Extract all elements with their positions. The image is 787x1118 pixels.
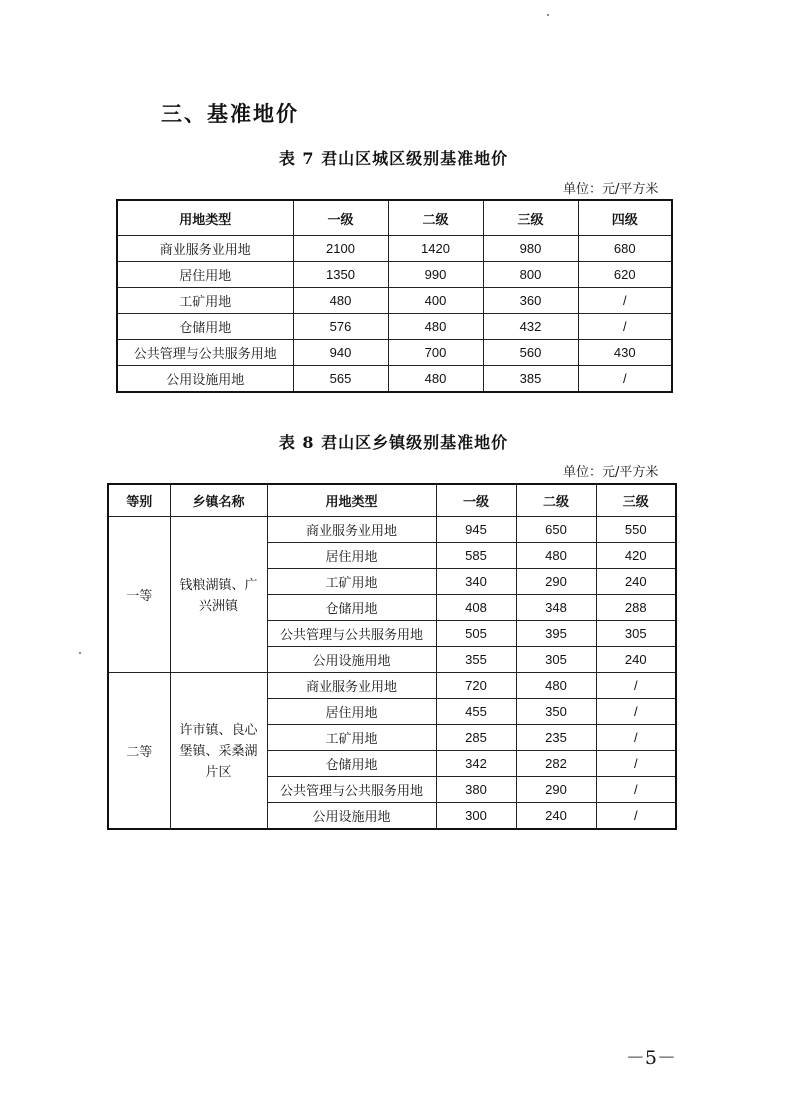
table7-header-cell: 四级 xyxy=(578,200,672,236)
table-cell: 480 xyxy=(388,314,483,340)
table-cell: 公共管理与公共服务用地 xyxy=(267,777,436,803)
table-cell: 1420 xyxy=(388,236,483,262)
table-row xyxy=(117,262,672,288)
table-row xyxy=(108,673,676,699)
table-cell: 居住用地 xyxy=(267,543,436,569)
table-cell: 348 xyxy=(516,595,596,621)
section-title: 三、基准地价 xyxy=(161,102,299,126)
table-cell: 980 xyxy=(483,236,578,262)
table-cell: / xyxy=(578,366,672,393)
table-cell: 550 xyxy=(596,517,676,543)
table-row xyxy=(117,340,672,366)
table-row xyxy=(108,517,676,543)
table-cell: 680 xyxy=(578,236,672,262)
table-cell: 仓储用地 xyxy=(267,751,436,777)
table8-header-cell: 等别 xyxy=(108,484,170,517)
table-cell: 945 xyxy=(436,517,516,543)
table-cell: 工矿用地 xyxy=(267,569,436,595)
table-cell: 公用设施用地 xyxy=(117,366,293,393)
table-cell: 305 xyxy=(596,621,676,647)
table8-header-cell: 乡镇名称 xyxy=(170,484,267,517)
table-cell: 290 xyxy=(516,569,596,595)
table-cell: 240 xyxy=(596,647,676,673)
town-names-cell: 许市镇、良心堡镇、采桑湖片区 xyxy=(170,673,267,830)
grade-cell: 一等 xyxy=(108,517,170,673)
table7-title: 表 7 君山区城区级别基准地价 xyxy=(278,149,509,168)
table8-header-cell: 用地类型 xyxy=(267,484,436,517)
table-cell: 480 xyxy=(388,366,483,393)
table-cell: 800 xyxy=(483,262,578,288)
table-cell: 商业服务业用地 xyxy=(267,673,436,699)
table7-header-cell: 二级 xyxy=(388,200,483,236)
table8-title: 表 8 君山区乡镇级别基准地价 xyxy=(278,433,509,452)
table-cell: 480 xyxy=(516,543,596,569)
table7-unit: 单位：元/平方米 xyxy=(563,182,659,197)
scan-speck xyxy=(547,14,549,16)
table-cell: 342 xyxy=(436,751,516,777)
table-cell: 355 xyxy=(436,647,516,673)
table-row xyxy=(117,288,672,314)
table-cell: / xyxy=(596,725,676,751)
table-cell: 2100 xyxy=(293,236,388,262)
table-cell: 商业服务业用地 xyxy=(267,517,436,543)
table-cell: 240 xyxy=(596,569,676,595)
table-cell: 480 xyxy=(293,288,388,314)
table7-header-cell: 一级 xyxy=(293,200,388,236)
table-cell: / xyxy=(578,314,672,340)
table-row xyxy=(117,314,672,340)
table-cell: / xyxy=(596,673,676,699)
table-cell: 430 xyxy=(578,340,672,366)
scan-speck xyxy=(79,652,81,654)
table-cell: / xyxy=(596,699,676,725)
table-cell: / xyxy=(596,803,676,830)
table-cell: 576 xyxy=(293,314,388,340)
table-cell: 公共管理与公共服务用地 xyxy=(267,621,436,647)
table7-header-row xyxy=(117,200,672,236)
table-cell: 380 xyxy=(436,777,516,803)
table-cell: 360 xyxy=(483,288,578,314)
table-cell: / xyxy=(578,288,672,314)
table-cell: 240 xyxy=(516,803,596,830)
table7-header-cell: 用地类型 xyxy=(117,200,293,236)
table-cell: 990 xyxy=(388,262,483,288)
page-number: －5－ xyxy=(625,1047,676,1069)
table-cell: 432 xyxy=(483,314,578,340)
table8-header-cell: 一级 xyxy=(436,484,516,517)
table-cell: 290 xyxy=(516,777,596,803)
table-cell: / xyxy=(596,777,676,803)
table-cell: 395 xyxy=(516,621,596,647)
table-cell: 工矿用地 xyxy=(117,288,293,314)
table-cell: 公用设施用地 xyxy=(267,647,436,673)
table8-header-row xyxy=(108,484,676,517)
table-cell: 455 xyxy=(436,699,516,725)
table-cell: 585 xyxy=(436,543,516,569)
table7 xyxy=(116,199,673,393)
table-cell: 340 xyxy=(436,569,516,595)
table-cell: 仓储用地 xyxy=(267,595,436,621)
table-cell: / xyxy=(596,751,676,777)
table-cell: 1350 xyxy=(293,262,388,288)
table-cell: 305 xyxy=(516,647,596,673)
table-cell: 工矿用地 xyxy=(267,725,436,751)
table-cell: 商业服务业用地 xyxy=(117,236,293,262)
table-cell: 285 xyxy=(436,725,516,751)
table-cell: 565 xyxy=(293,366,388,393)
table-cell: 940 xyxy=(293,340,388,366)
table-cell: 288 xyxy=(596,595,676,621)
table-cell: 350 xyxy=(516,699,596,725)
town-names-cell: 钱粮湖镇、广兴洲镇 xyxy=(170,517,267,673)
table-cell: 420 xyxy=(596,543,676,569)
table-cell: 560 xyxy=(483,340,578,366)
table-cell: 282 xyxy=(516,751,596,777)
table7-header-cell: 三级 xyxy=(483,200,578,236)
table8-unit: 单位：元/平方米 xyxy=(563,465,659,480)
table-cell: 400 xyxy=(388,288,483,314)
table-cell: 公共管理与公共服务用地 xyxy=(117,340,293,366)
table-cell: 700 xyxy=(388,340,483,366)
table-cell: 620 xyxy=(578,262,672,288)
table8-header-cell: 二级 xyxy=(516,484,596,517)
table-row xyxy=(117,236,672,262)
grade-cell: 二等 xyxy=(108,673,170,830)
table8 xyxy=(107,483,677,830)
table-cell: 720 xyxy=(436,673,516,699)
table-cell: 仓储用地 xyxy=(117,314,293,340)
table-row xyxy=(117,366,672,393)
table8-header-cell: 三级 xyxy=(596,484,676,517)
table-cell: 385 xyxy=(483,366,578,393)
table-cell: 300 xyxy=(436,803,516,830)
table-cell: 235 xyxy=(516,725,596,751)
table-cell: 480 xyxy=(516,673,596,699)
table-cell: 居住用地 xyxy=(117,262,293,288)
table-cell: 居住用地 xyxy=(267,699,436,725)
table-cell: 公用设施用地 xyxy=(267,803,436,830)
table-cell: 650 xyxy=(516,517,596,543)
table-cell: 408 xyxy=(436,595,516,621)
table-cell: 505 xyxy=(436,621,516,647)
